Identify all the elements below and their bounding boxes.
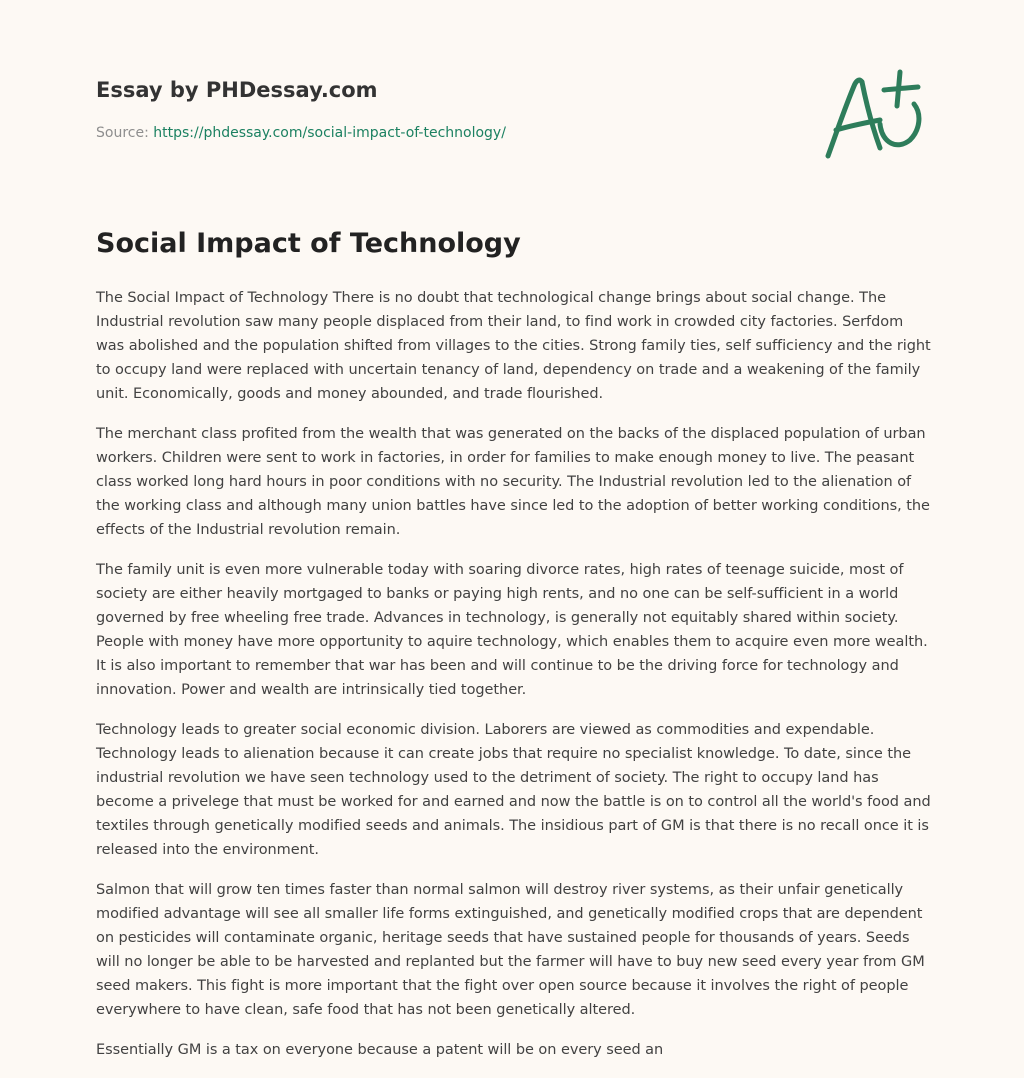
essay-paragraph: Salmon that will grow ten times faster than normal salmon will destroy river systems, as their unfair genetically modified advantage will see all smaller life forms extinguished, and genetically modified crops that are dependent on pesticides will contaminate organic, heritage seeds that have sustained people for thousands of years. Seeds will no longer be able to be harvested and replanted but the farmer will have to buy new seed every year from GM seed makers. This fight is more important that the fight over open source because it involves the right of people everywhere to have clean, safe food that has not been genetically altered. (96, 882, 925, 1018)
essay-paragraph: The merchant class profited from the wealth that was generated on the backs of the displaced population of urban workers. Children were sent to work in factories, in order for families to make enough money to live. The peasant class worked long hard hours in poor conditions with no security. The Industrial revolution led to the alienation of the working class and although many union battles have since led to the adoption of better working conditions, the effects of the Industrial revolution remain. (96, 426, 930, 538)
essay-paragraph: Essentially GM is a tax on everyone because a patent will be on every seed an (96, 1042, 664, 1058)
source-label: Source: (96, 125, 154, 141)
essay-body (96, 286, 932, 1078)
a-plus-grade-icon (822, 68, 928, 164)
essay-paragraph: Technology leads to greater social economic division. Laborers are viewed as commodities and expendable. Technology leads to alienation because it can create jobs that require no specialist knowledge. To date, since the industrial revolution we have seen technology used to the detriment of society. The right to occupy land has become a privelege that must be worked for and earned and now the battle is on to control all the world's food and textiles through genetically modified seeds and animals. The insidious part of GM is that there is no recall once it is released into the environment. (96, 722, 931, 858)
site-title: Essay by PHDessay.com (96, 78, 378, 102)
essay-paragraph: The family unit is even more vulnerable today with soaring divorce rates, high rates of teenage suicide, most of society are either heavily mortgaged to banks or paying high rents, and no one can be self-sufficient in a world governed by free wheeling free trade. Advances in technology, is generally not equitably shared within society. People with money have more opportunity to aquire technology, which enables them to acquire even more wealth. It is also important to remember that war has been and will continue to be the driving force for technology and innovation. Power and wealth are intrinsically tied together. (96, 562, 928, 698)
essay-title: Social Impact of Technology (96, 228, 521, 259)
essay-paragraph: The Social Impact of Technology There is no doubt that technological change brings about social change. The Industrial revolution saw many people displaced from their land, to find work in crowded city factories. Serfdom was abolished and the population shifted from villages to the cities. Strong family ties, self sufficiency and the right to occupy land were replaced with uncertain tenancy of land, dependency on trade and a weakening of the family unit. Economically, goods and money abounded, and trade flourished. (96, 290, 931, 402)
source-link[interactable]: https://phdessay.com/social-impact-of-technology/ (153, 125, 506, 141)
essay-page (96, 0, 932, 1076)
essay-header (96, 74, 932, 174)
source-line (96, 124, 506, 142)
